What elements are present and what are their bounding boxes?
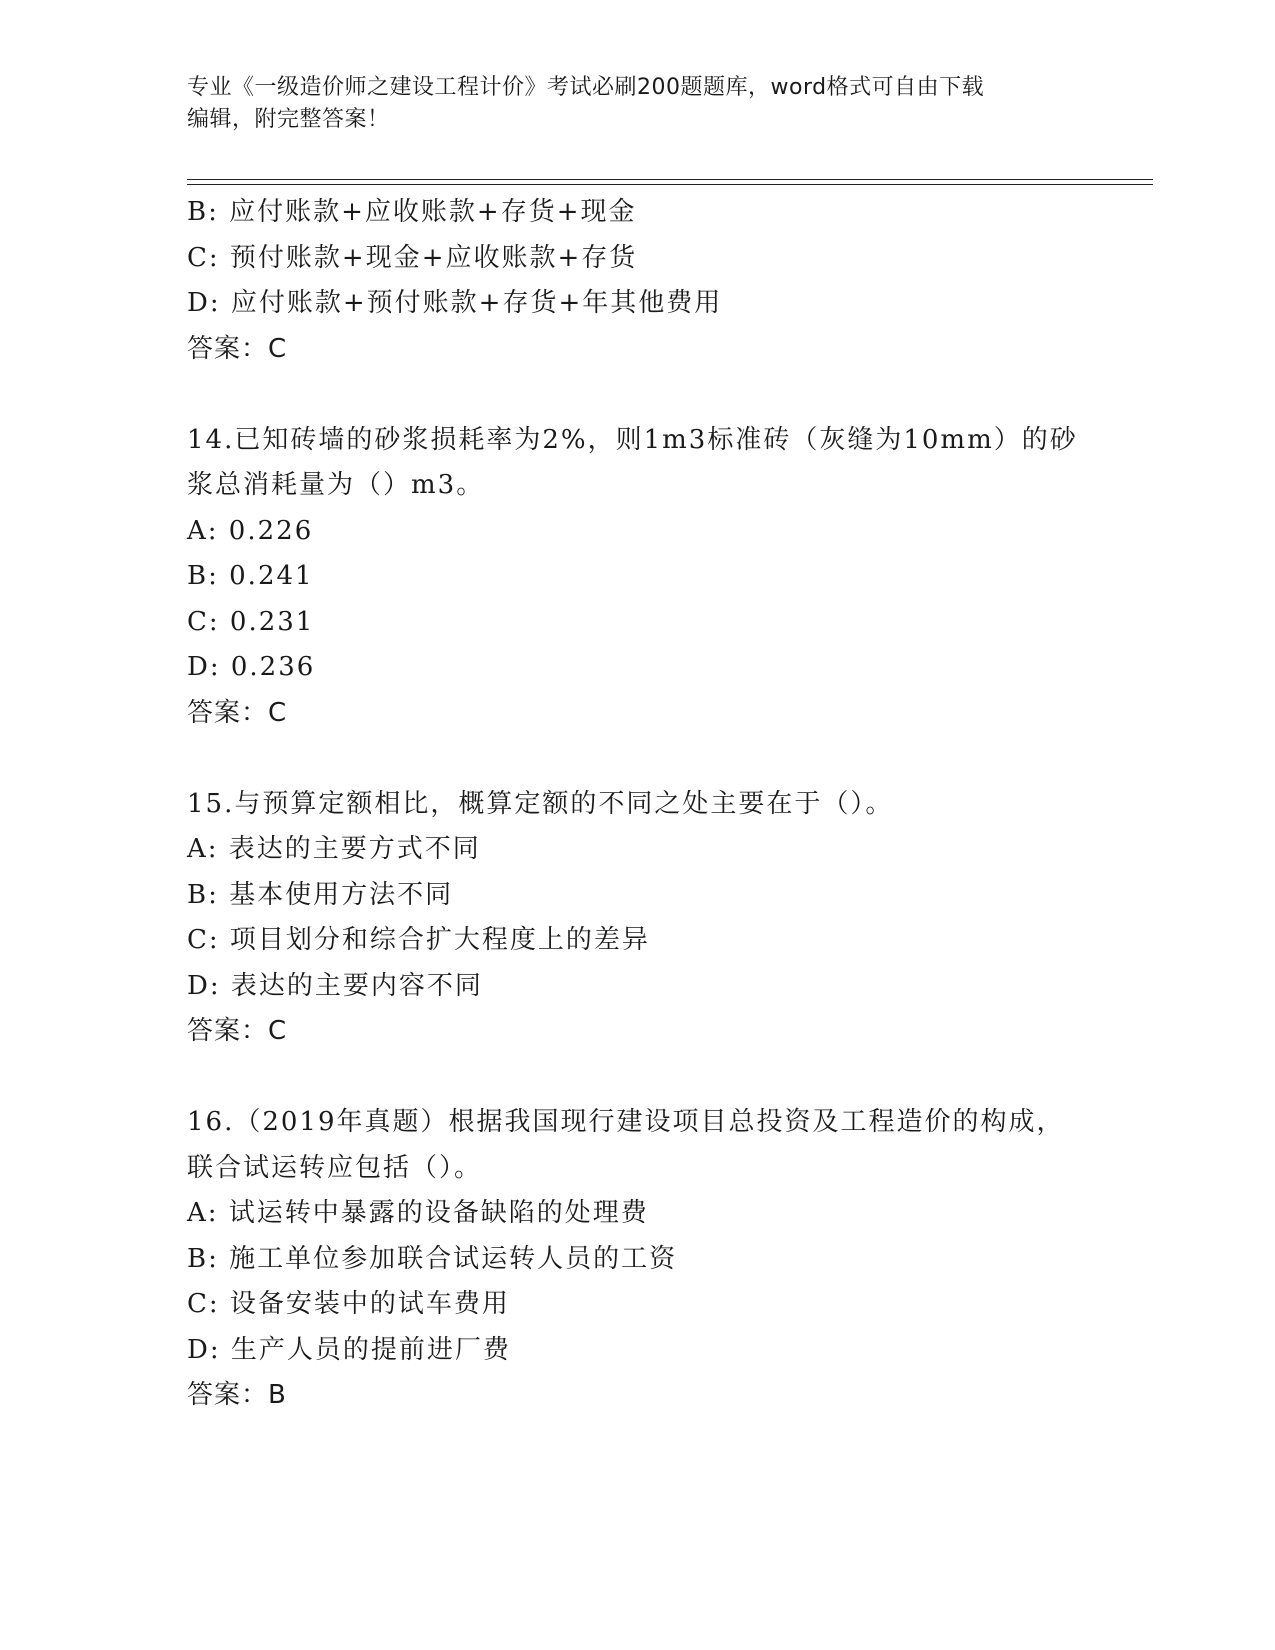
answer: 答案：C (187, 1016, 288, 1046)
question-15 (187, 782, 1087, 1055)
question-stem-continued: 联合试运转应包括（）。 (187, 1152, 483, 1183)
option-c: C: 项目划分和综合扩大程度上的差异 (187, 925, 650, 955)
option-a: A: 0.226 (187, 515, 314, 546)
question-16 (187, 1100, 1087, 1419)
document-header (187, 72, 1067, 136)
spacer (187, 1055, 1087, 1101)
spacer (187, 372, 1087, 418)
header-line-2: 编辑，附完整答案！ (187, 107, 390, 132)
option-d: D: 应付账款+预付账款+存货+年其他费用 (187, 288, 723, 318)
answer: 答案：C (187, 333, 288, 364)
option-a: A: 表达的主要方式不同 (187, 834, 481, 864)
spacer (187, 736, 1087, 782)
option-b: B: 应付账款+应收账款+存货+现金 (187, 197, 637, 227)
answer: 答案：C (187, 697, 288, 728)
question-stem: 15.与预算定额相比，概算定额的不同之处主要在于（）。 (187, 788, 894, 819)
option-c: C: 设备安装中的试车费用 (187, 1289, 510, 1319)
header-line-1: 专业《一级造价师之建设工程计价》考试必刷200题题库，word格式可自由下载 (187, 75, 985, 100)
question-stem: 16.（2019年真题）根据我国现行建设项目总投资及工程造价的构成， (187, 1107, 1065, 1137)
question-14 (187, 418, 1087, 737)
option-b: B: 0.241 (187, 561, 314, 591)
question-stem-continued: 浆总消耗量为（）m3。 (187, 470, 485, 500)
header-divider-top (187, 179, 1153, 180)
question-list (187, 190, 1087, 1419)
option-d: D: 0.236 (187, 652, 316, 682)
option-c: C: 预付账款+现金+应收账款+存货 (187, 242, 638, 273)
question-13 (187, 190, 1087, 372)
option-a: A: 试运转中暴露的设备缺陷的处理费 (187, 1198, 649, 1228)
header-divider-bottom (187, 184, 1153, 185)
option-b: B: 施工单位参加联合试运转人员的工资 (187, 1243, 678, 1274)
answer: 答案：B (187, 1380, 287, 1410)
question-stem: 14.已知砖墙的砂浆损耗率为2%，则1m3标准砖（灰缝为10mm）的砂 (187, 424, 1078, 455)
option-c: C: 0.231 (187, 606, 315, 637)
option-d: D: 表达的主要内容不同 (187, 970, 483, 1001)
option-d: D: 生产人员的提前进厂费 (187, 1334, 511, 1365)
option-b: B: 基本使用方法不同 (187, 879, 454, 910)
